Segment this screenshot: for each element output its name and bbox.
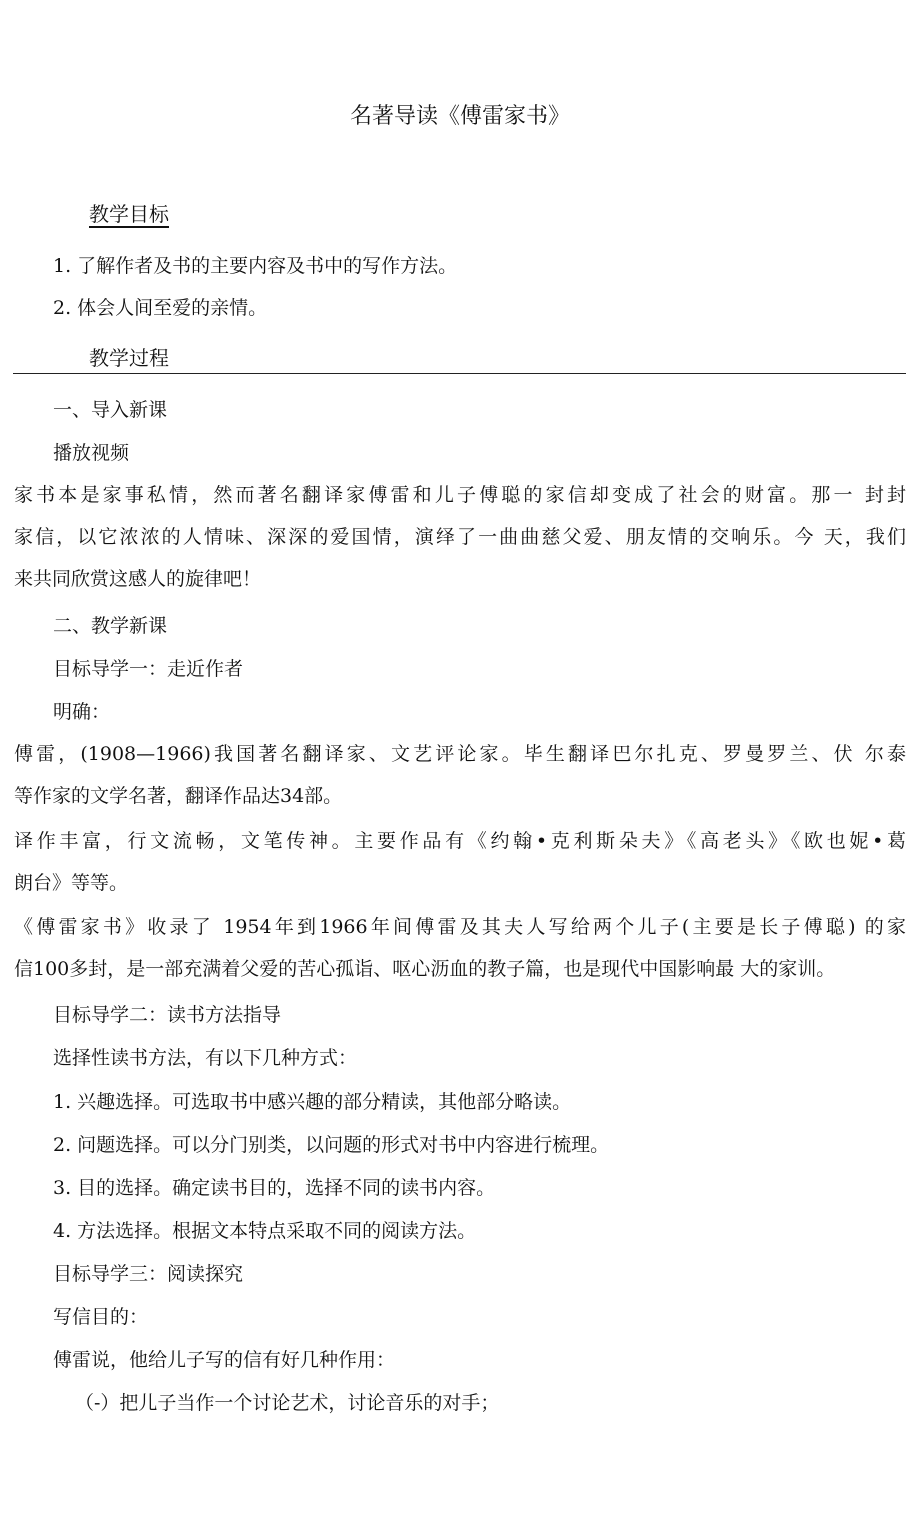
works-line-1: 译作丰富，行文流畅，文笔传神。主要作品有《约翰•克利斯朵夫》《高老头》《欧也妮•葛 bbox=[14, 830, 906, 852]
goal-2-heading: 目标导学二：读书方法指导 bbox=[53, 1004, 282, 1026]
intro-line-3: 来共同欣赏这感人的旋律吧！ bbox=[14, 568, 262, 590]
purpose-item-1: （-）把儿子当作一个讨论艺术，讨论音乐的对手； bbox=[75, 1392, 500, 1414]
section-divider bbox=[13, 373, 906, 374]
intro-line-1: 家书本是家事私情，然而著名翻译家傅雷和儿子傅聪的家信却变成了社会的财富。那一 封封 bbox=[14, 484, 906, 506]
method-item-4: 4. 方法选择。根据文本特点采取不同的阅读方法。 bbox=[53, 1220, 477, 1242]
fu-lei-said-text: 傅雷说，他给儿子写的信有好几种作用： bbox=[53, 1349, 396, 1371]
book-line-2: 信100多封，是一部充满着父爱的苦心孤诣、呕心沥血的教子篇，也是现代中国影响最 大的家训。 bbox=[14, 958, 836, 980]
author-line-2: 等作家的文学名著，翻译作品达34部。 bbox=[14, 785, 343, 807]
goal-3-heading: 目标导学三：阅读探究 bbox=[53, 1263, 244, 1285]
method-item-1: 1. 兴趣选择。可选取书中感兴趣的部分精读，其他部分略读。 bbox=[53, 1091, 572, 1113]
document-title: 名著导读《傅雷家书》 bbox=[349, 104, 570, 129]
book-paragraph bbox=[14, 906, 906, 990]
method-item-2: 2. 问题选择。可以分门别类，以问题的形式对书中内容进行梳理。 bbox=[53, 1134, 610, 1156]
process-heading: 教学过程 bbox=[89, 346, 169, 370]
intro-heading: 一、导入新课 bbox=[53, 399, 168, 421]
author-paragraph bbox=[14, 733, 906, 817]
intro-line-2: 家信，以它浓浓的人情味、深深的爱国情，演绎了一曲曲慈父爱、朋友情的交响乐。今 天，我们 bbox=[14, 526, 906, 548]
new-lesson-heading: 二、教学新课 bbox=[53, 615, 168, 637]
goal-1-heading: 目标导学一：走近作者 bbox=[53, 658, 244, 680]
method-item-3: 3. 目的选择。确定读书目的，选择不同的读书内容。 bbox=[53, 1177, 496, 1199]
works-paragraph bbox=[14, 820, 906, 904]
works-line-2: 朗台》等等。 bbox=[14, 872, 129, 894]
play-video-text: 播放视频 bbox=[53, 442, 130, 464]
author-line-1: 傅雷，(1908—1966)我国著名翻译家、文艺评论家。毕生翻译巴尔扎克、罗曼罗兰、伏 尔泰 bbox=[14, 743, 906, 765]
objective-item-2: 2. 体会人间至爱的亲情。 bbox=[53, 297, 268, 319]
clarify-label: 明确： bbox=[53, 701, 111, 723]
intro-paragraph bbox=[14, 474, 906, 600]
objectives-heading: 教学目标 bbox=[89, 202, 169, 226]
methods-intro: 选择性读书方法，有以下几种方式： bbox=[53, 1047, 358, 1069]
purpose-label: 写信目的： bbox=[53, 1306, 149, 1328]
book-line-1: 《傅雷家书》收录了 1954年到1966年间傅雷及其夫人写给两个儿子(主要是长子傅聪) 的家 bbox=[14, 916, 906, 938]
objective-item-1: 1. 了解作者及书的主要内容及书中的写作方法。 bbox=[53, 255, 458, 277]
